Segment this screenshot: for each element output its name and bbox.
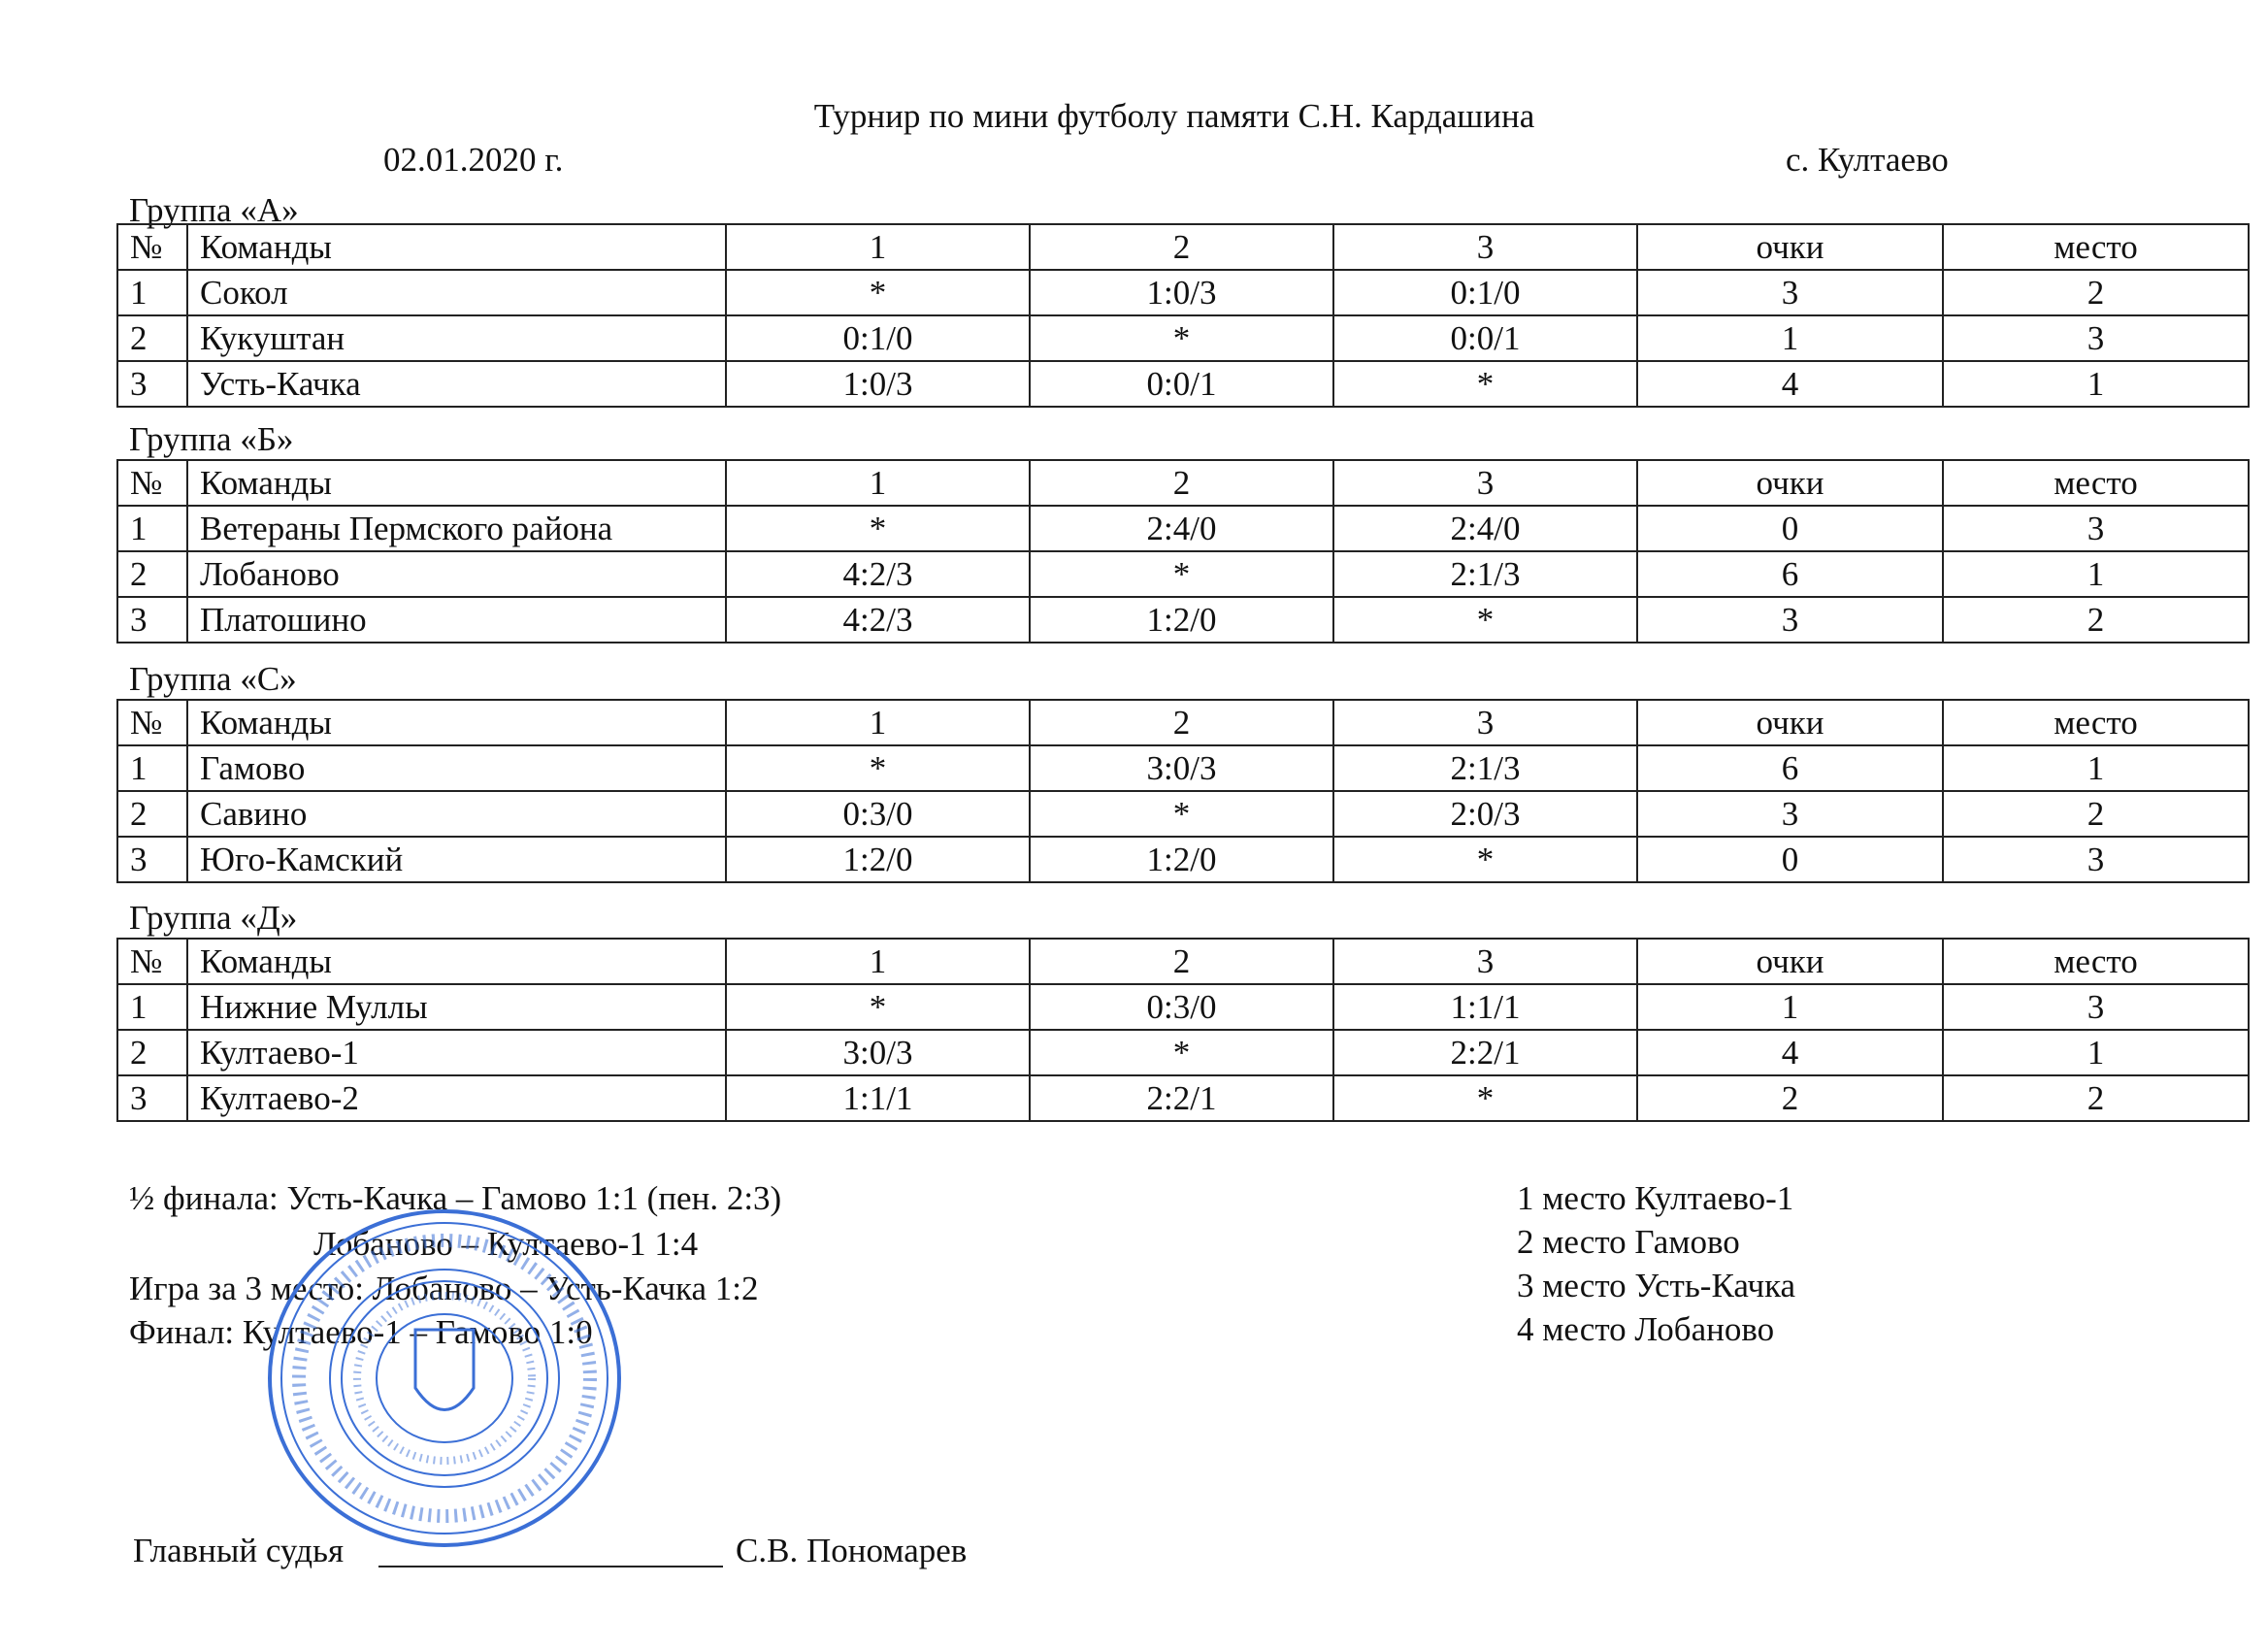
group-c-table bbox=[116, 699, 2250, 883]
table-cell: 2 bbox=[117, 315, 187, 361]
header-cell: 2 bbox=[1030, 700, 1333, 745]
table-cell: 1:2/0 bbox=[1030, 597, 1333, 643]
stamp-ring-3 bbox=[330, 1270, 559, 1487]
team-name-cell: Гамово bbox=[187, 745, 726, 791]
table-row bbox=[117, 745, 2249, 791]
header-cell: место bbox=[1943, 460, 2249, 506]
header-cell: место bbox=[1943, 939, 2249, 984]
table-cell: 4 bbox=[1637, 1030, 1943, 1075]
header-cell: 1 bbox=[726, 224, 1030, 270]
team-name-cell: Усть-Качка bbox=[187, 361, 726, 407]
group-d-label: Группа «Д» bbox=[129, 899, 298, 937]
table-cell: 2:0/3 bbox=[1333, 791, 1637, 837]
table-cell: 1 bbox=[1637, 984, 1943, 1030]
header-cell: место bbox=[1943, 224, 2249, 270]
table-cell: 3 bbox=[1943, 506, 2249, 551]
table-cell: 3:0/3 bbox=[1030, 745, 1333, 791]
table-cell: 1:1/1 bbox=[1333, 984, 1637, 1030]
table-cell: 1 bbox=[1943, 551, 2249, 597]
header-cell: 3 bbox=[1333, 460, 1637, 506]
header-cell: № bbox=[117, 939, 187, 984]
group-b-label: Группа «Б» bbox=[129, 420, 294, 458]
table-cell: 2 bbox=[1943, 791, 2249, 837]
table-cell: 1 bbox=[117, 745, 187, 791]
header-cell: Команды bbox=[187, 460, 726, 506]
table-cell: * bbox=[1030, 791, 1333, 837]
table-cell: 6 bbox=[1637, 551, 1943, 597]
table-cell: 0:1/0 bbox=[1333, 270, 1637, 315]
header-cell: очки bbox=[1637, 460, 1943, 506]
header-cell: место bbox=[1943, 700, 2249, 745]
table-cell: 4:2/3 bbox=[726, 551, 1030, 597]
table-cell: 1:2/0 bbox=[726, 837, 1030, 882]
group-b-table bbox=[116, 459, 2250, 644]
table-cell: 3 bbox=[1637, 597, 1943, 643]
standing-3: 3 место Усть-Качка bbox=[1517, 1267, 1796, 1304]
table-row bbox=[117, 506, 2249, 551]
table-cell: 2:4/0 bbox=[1030, 506, 1333, 551]
table-cell: 2 bbox=[1943, 270, 2249, 315]
table-cell: * bbox=[1333, 361, 1637, 407]
table-cell: 1:2/0 bbox=[1030, 837, 1333, 882]
stamp-inner-text-band bbox=[357, 1296, 532, 1461]
table-cell: 1 bbox=[1943, 1030, 2249, 1075]
header-cell: 1 bbox=[726, 460, 1030, 506]
team-name-cell: Лобаново bbox=[187, 551, 726, 597]
table-cell: 1 bbox=[1943, 745, 2249, 791]
table-row bbox=[117, 551, 2249, 597]
table-row bbox=[117, 791, 2249, 837]
table-cell: * bbox=[1333, 597, 1637, 643]
table-cell: 0:1/0 bbox=[726, 315, 1030, 361]
team-name-cell: Култаево-1 bbox=[187, 1030, 726, 1075]
standing-2: 2 место Гамово bbox=[1517, 1223, 1740, 1261]
header-cell: 2 bbox=[1030, 224, 1333, 270]
header-cell: Команды bbox=[187, 700, 726, 745]
table-cell: 1 bbox=[117, 506, 187, 551]
header-cell: 3 bbox=[1333, 939, 1637, 984]
table-cell: 1:0/3 bbox=[726, 361, 1030, 407]
table-cell: 4:2/3 bbox=[726, 597, 1030, 643]
header-cell: 3 bbox=[1333, 224, 1637, 270]
team-name-cell: Платошино bbox=[187, 597, 726, 643]
table-cell: 3 bbox=[1637, 791, 1943, 837]
table-cell: 3:0/3 bbox=[726, 1030, 1030, 1075]
header-cell: Команды bbox=[187, 939, 726, 984]
table-cell: 0 bbox=[1637, 506, 1943, 551]
table-header-row bbox=[117, 939, 2249, 984]
table-cell: 3 bbox=[117, 1075, 187, 1121]
team-name-cell: Култаево-2 bbox=[187, 1075, 726, 1121]
table-cell: 3 bbox=[1637, 270, 1943, 315]
header-cell: 1 bbox=[726, 939, 1030, 984]
table-row bbox=[117, 270, 2249, 315]
table-cell: * bbox=[1030, 1030, 1333, 1075]
table-cell: 0:0/1 bbox=[1333, 315, 1637, 361]
table-row bbox=[117, 361, 2249, 407]
standing-1: 1 место Култаево-1 bbox=[1517, 1179, 1794, 1217]
group-a-label: Группа «А» bbox=[129, 191, 299, 229]
header-cell: Команды bbox=[187, 224, 726, 270]
document-title: Турнир по мини футболу памяти С.Н. Кардашина bbox=[813, 97, 1535, 135]
header-cell: № bbox=[117, 460, 187, 506]
table-cell: 2 bbox=[1943, 597, 2249, 643]
header-cell: очки bbox=[1637, 224, 1943, 270]
table-header-row bbox=[117, 460, 2249, 506]
header-cell: 3 bbox=[1333, 700, 1637, 745]
table-cell: 3 bbox=[117, 361, 187, 407]
table-cell: 0:0/1 bbox=[1030, 361, 1333, 407]
table-cell: 1 bbox=[1637, 315, 1943, 361]
table-cell: 2:2/1 bbox=[1030, 1075, 1333, 1121]
official-stamp bbox=[260, 1204, 629, 1553]
table-cell: 3 bbox=[117, 837, 187, 882]
table-cell: 2 bbox=[117, 791, 187, 837]
table-cell: 1 bbox=[1943, 361, 2249, 407]
signature-line bbox=[378, 1566, 723, 1568]
table-cell: 2:1/3 bbox=[1333, 745, 1637, 791]
table-cell: 2:4/0 bbox=[1333, 506, 1637, 551]
stamp-outer-ring bbox=[270, 1211, 619, 1545]
table-cell: * bbox=[1030, 315, 1333, 361]
table-cell: * bbox=[1333, 1075, 1637, 1121]
table-cell: 6 bbox=[1637, 745, 1943, 791]
final-match: Финал: Култаево-1 – Гамово 1:0 bbox=[129, 1313, 593, 1351]
table-cell: 0:3/0 bbox=[1030, 984, 1333, 1030]
table-row bbox=[117, 1030, 2249, 1075]
header-cell: очки bbox=[1637, 939, 1943, 984]
header-cell: 2 bbox=[1030, 939, 1333, 984]
table-row bbox=[117, 984, 2249, 1030]
table-header-row bbox=[117, 224, 2249, 270]
stamp-emblem-icon bbox=[415, 1330, 474, 1410]
team-name-cell: Савино bbox=[187, 791, 726, 837]
header-cell: очки bbox=[1637, 700, 1943, 745]
third-place-match: Игра за 3 место: Лобаново – Усть-Качка 1:2 bbox=[129, 1270, 759, 1307]
standing-4: 4 место Лобаново bbox=[1517, 1310, 1775, 1348]
table-cell: 0 bbox=[1637, 837, 1943, 882]
header-cell: № bbox=[117, 224, 187, 270]
table-cell: 3 bbox=[1943, 315, 2249, 361]
table-header-row bbox=[117, 700, 2249, 745]
table-row bbox=[117, 1075, 2249, 1121]
team-name-cell: Сокол bbox=[187, 270, 726, 315]
table-cell: 3 bbox=[117, 597, 187, 643]
group-c-label: Группа «С» bbox=[129, 660, 297, 698]
table-cell: 4 bbox=[1637, 361, 1943, 407]
table-row bbox=[117, 837, 2249, 882]
table-cell: * bbox=[726, 270, 1030, 315]
team-name-cell: Кукуштан bbox=[187, 315, 726, 361]
tournament-place: с. Култаево bbox=[1786, 141, 1949, 179]
team-name-cell: Юго-Камский bbox=[187, 837, 726, 882]
header-cell: 2 bbox=[1030, 460, 1333, 506]
stamp-inner-ring bbox=[377, 1314, 512, 1442]
semifinal-2: Лобаново – Култаево-1 1:4 bbox=[313, 1225, 699, 1263]
stamp-ring-4 bbox=[342, 1281, 547, 1475]
header-cell: № bbox=[117, 700, 187, 745]
table-cell: 1 bbox=[117, 270, 187, 315]
table-cell: 1:1/1 bbox=[726, 1075, 1030, 1121]
chief-judge-name: С.В. Пономарев bbox=[736, 1532, 968, 1569]
table-cell: 2 bbox=[117, 1030, 187, 1075]
table-cell: 2:2/1 bbox=[1333, 1030, 1637, 1075]
group-a-table bbox=[116, 223, 2250, 408]
header-cell: 1 bbox=[726, 700, 1030, 745]
team-name-cell: Ветераны Пермского района bbox=[187, 506, 726, 551]
table-cell: 0:3/0 bbox=[726, 791, 1030, 837]
table-cell: * bbox=[1030, 551, 1333, 597]
table-cell: 2 bbox=[1943, 1075, 2249, 1121]
table-cell: 3 bbox=[1943, 837, 2249, 882]
table-cell: * bbox=[726, 506, 1030, 551]
table-cell: * bbox=[726, 745, 1030, 791]
group-d-table bbox=[116, 938, 2250, 1122]
table-cell: 2 bbox=[1637, 1075, 1943, 1121]
table-cell: * bbox=[1333, 837, 1637, 882]
table-row bbox=[117, 597, 2249, 643]
tournament-date: 02.01.2020 г. bbox=[383, 141, 564, 179]
table-cell: 2 bbox=[117, 551, 187, 597]
table-cell: 1:0/3 bbox=[1030, 270, 1333, 315]
semifinal-1: ½ финала: Усть-Качка – Гамово 1:1 (пен. 2:3) bbox=[129, 1179, 782, 1217]
table-cell: 1 bbox=[117, 984, 187, 1030]
table-cell: * bbox=[726, 984, 1030, 1030]
team-name-cell: Нижние Муллы bbox=[187, 984, 726, 1030]
table-cell: 3 bbox=[1943, 984, 2249, 1030]
table-cell: 2:1/3 bbox=[1333, 551, 1637, 597]
chief-judge-label: Главный судья bbox=[133, 1532, 345, 1569]
table-row bbox=[117, 315, 2249, 361]
